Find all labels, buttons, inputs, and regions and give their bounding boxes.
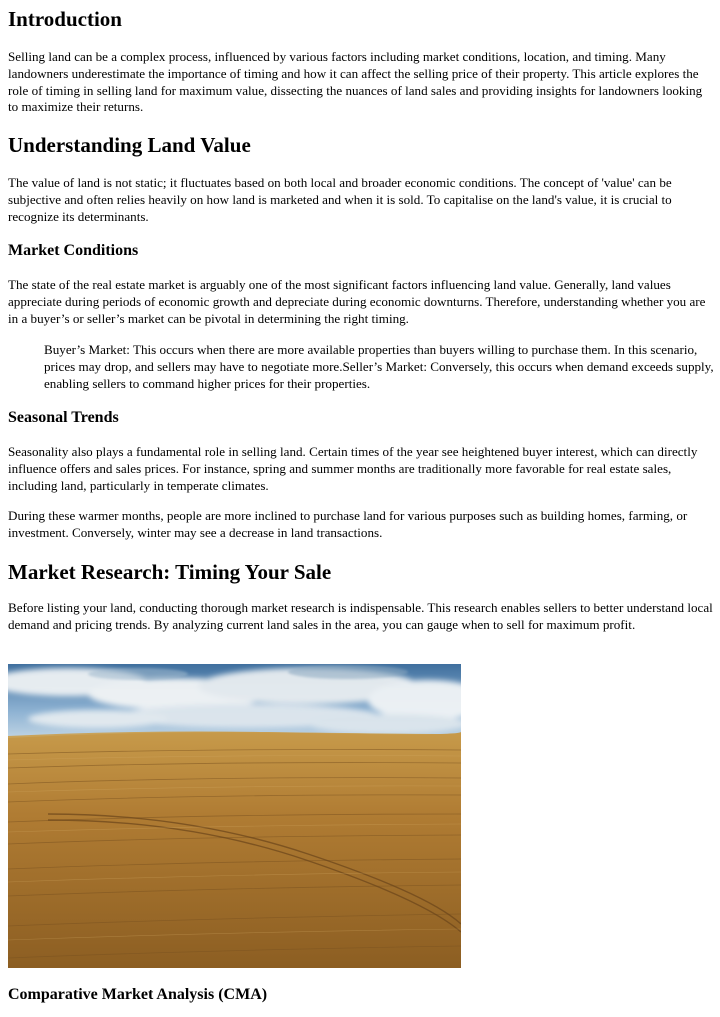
seasonal-trends-heading: Seasonal Trends [8, 409, 119, 426]
land-value-paragraph: The value of land is not static; it fluctuates based on both local and broader economic conditions. The concept of 'value' can be subjective and often relies heavily on how land is marketed and when it is sold. To capitalise on the land's value, it is crucial to recognize its determinants. [8, 175, 672, 224]
market-research-paragraph: Before listing your land, conducting thorough market research is indispensable. This research enables sellers to better understand local demand and pricing trends. By analyzing current land sales in the area, you can gauge when to sell for maximum profit. [8, 600, 713, 632]
market-conditions-paragraph: The state of the real estate market is arguably one of the most significant factors influencing land value. Generally, land values appreciate during periods of economic growth and depreciate during economic downturns. Therefore, understanding whether you are in a buyer’s or seller’s market can be pivotal in determining the right timing. [8, 277, 706, 326]
introduction-heading: Introduction [8, 7, 122, 31]
market-conditions-heading: Market Conditions [8, 242, 139, 259]
comparative-market-analysis-heading: Comparative Market Analysis (CMA) [8, 986, 268, 1003]
market-research-heading: Market Research: Timing Your Sale [8, 560, 332, 584]
understanding-land-value-heading: Understanding Land Value [8, 133, 251, 157]
field-landscape-photo [8, 664, 461, 968]
introduction-paragraph: Selling land can be a complex process, influenced by various factors including market conditions, location, and timing. Many landowners underestimate the importance of timing and how it can affect the selling price of their property. This article explores the role of timing in selling land for maximum value, dissecting the nuances of land sales and providing insights for landowners looking to maximize their returns. [8, 49, 703, 115]
warmer-months-paragraph: During these warmer months, people are more inclined to purchase land for various purposes such as building homes, farming, or investment. Conversely, winter may see a decrease in land transactions. [8, 508, 688, 540]
seasonal-trends-paragraph: Seasonality also plays a fundamental role in selling land. Certain times of the year see heightened buyer interest, which can directly influence offers and sales prices. For instance, spring and summer months are traditionally more favorable for real estate sales, including land, particularly in temperate climates. [8, 444, 698, 493]
buyer-seller-market-blockquote: Buyer’s Market: This occurs when there are more available properties than buyers willing to purchase them. In this scenario, prices may drop, and sellers may have to negotiate more.Seller’s Market: Conversely, this occurs when demand exceeds supply, enabling sellers to command higher prices for their properties. [44, 342, 714, 391]
